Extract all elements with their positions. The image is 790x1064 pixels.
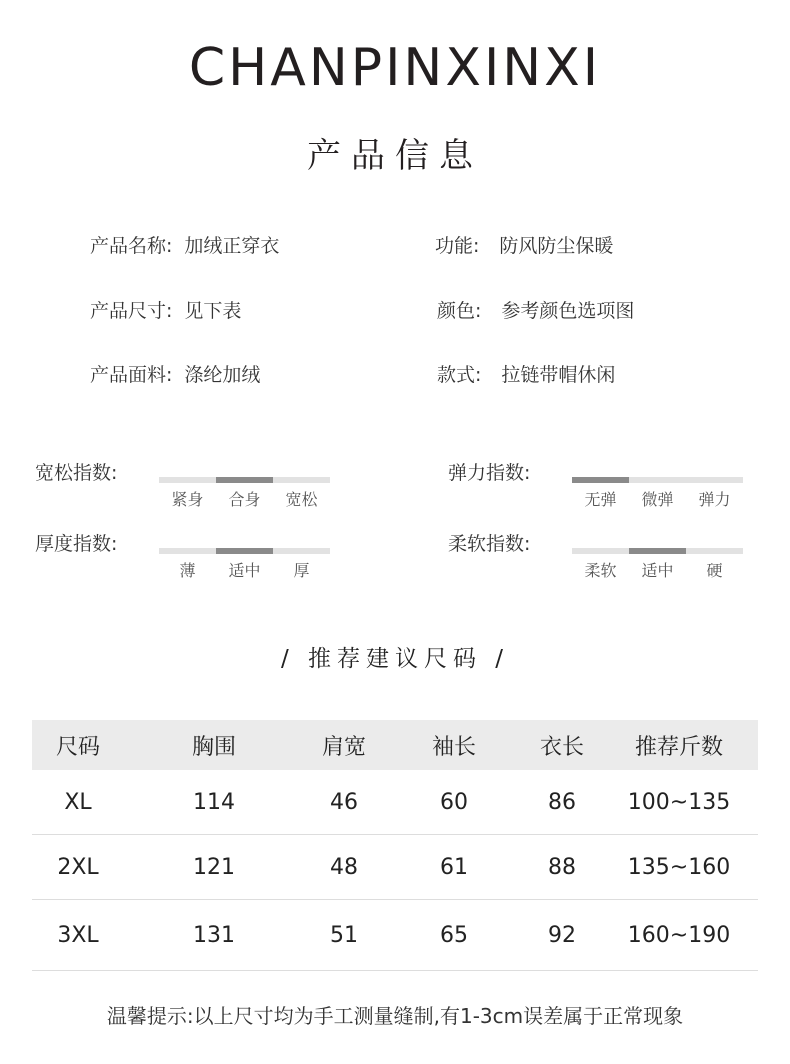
table-cell: 135~160	[627, 854, 731, 880]
index-bar-segment	[216, 548, 273, 554]
index-bar	[159, 477, 330, 483]
info-label: 产品面料:	[90, 364, 173, 386]
index-option: 柔软	[584, 561, 617, 580]
table-cell: 51	[330, 922, 358, 948]
index-option: 宽松	[285, 490, 318, 509]
index-option: 紧身	[171, 490, 204, 509]
index-option: 微弹	[641, 490, 674, 509]
page-title-cn: 产品信息	[307, 136, 483, 176]
index-bar-segment	[686, 548, 743, 554]
index-bar	[572, 548, 743, 554]
info-value: 拉链带帽休闲	[501, 364, 616, 386]
index-bar-segment	[159, 477, 216, 483]
size-table	[32, 720, 758, 971]
index-option: 厚	[293, 561, 310, 580]
table-header-cell: 袖长	[431, 734, 476, 760]
table-header-row	[32, 720, 758, 770]
index-label: 柔软指数:	[448, 533, 531, 555]
info-item-size	[90, 296, 241, 323]
info-value: 见下表	[184, 300, 242, 322]
index-bar-segment	[273, 477, 330, 483]
table-row	[32, 900, 758, 971]
table-cell: 60	[440, 789, 468, 815]
index-bar-segment	[159, 548, 216, 554]
info-item-function	[435, 231, 613, 258]
info-label: 款式:	[437, 364, 482, 386]
index-options	[159, 558, 330, 581]
index-bar-segment	[629, 548, 686, 554]
table-cell: 46	[330, 789, 358, 815]
index-looseness	[35, 458, 395, 518]
info-value: 参考颜色选项图	[501, 300, 635, 322]
index-options	[572, 558, 743, 581]
index-option: 无弹	[584, 490, 617, 509]
index-option: 适中	[641, 561, 674, 580]
page-title-en: CHANPINXINXI	[188, 38, 602, 98]
index-bar-segment	[629, 477, 686, 483]
table-cell: 65	[440, 922, 468, 948]
recommend-size-title: / 推荐建议尺码 /	[280, 646, 510, 672]
table-cell: 48	[330, 854, 358, 880]
table-cell: 61	[440, 854, 468, 880]
index-label: 厚度指数:	[35, 533, 118, 555]
index-label: 弹力指数:	[448, 462, 531, 484]
info-label: 产品名称:	[90, 235, 173, 257]
index-option: 薄	[179, 561, 196, 580]
info-item-style	[437, 360, 615, 387]
index-bar-segment	[216, 477, 273, 483]
index-elasticity	[448, 458, 790, 518]
index-bar-segment	[572, 477, 629, 483]
index-bar-segment	[686, 477, 743, 483]
table-row	[32, 835, 758, 900]
table-cell: 160~190	[627, 922, 731, 948]
table-header-cell: 胸围	[191, 734, 236, 760]
table-header-cell: 衣长	[539, 734, 584, 760]
table-cell: 131	[193, 922, 235, 948]
index-option: 适中	[228, 561, 261, 580]
table-cell: XL	[64, 789, 92, 815]
index-softness	[448, 529, 790, 589]
index-bar	[159, 548, 330, 554]
info-label: 颜色:	[437, 300, 482, 322]
index-bar-segment	[572, 548, 629, 554]
table-header-cell: 肩宽	[321, 734, 366, 760]
table-header-cell: 推荐斤数	[634, 734, 723, 760]
tip-note: 温馨提示:以上尺寸均为手工测量缝制,有1-3cm误差属于正常现象	[106, 1004, 684, 1028]
info-value: 防风防尘保暖	[499, 235, 614, 257]
info-item-name	[90, 231, 279, 258]
index-option: 合身	[228, 490, 261, 509]
info-value: 涤纶加绒	[184, 364, 261, 386]
info-item-fabric	[90, 360, 260, 387]
index-thickness	[35, 529, 395, 589]
index-bar-segment	[273, 548, 330, 554]
index-label: 宽松指数:	[35, 462, 118, 484]
index-bar	[572, 477, 743, 483]
table-cell: 86	[548, 789, 576, 815]
info-item-color	[437, 296, 634, 323]
table-row	[32, 770, 758, 835]
index-option: 硬	[706, 561, 723, 580]
table-cell: 100~135	[627, 789, 731, 815]
info-value: 加绒正穿衣	[184, 235, 280, 257]
table-cell: 88	[548, 854, 576, 880]
table-cell: 121	[193, 854, 235, 880]
table-cell: 3XL	[57, 922, 99, 948]
index-options	[572, 487, 743, 510]
table-header-cell: 尺码	[55, 734, 100, 760]
index-option: 弹力	[698, 490, 731, 509]
info-label: 产品尺寸:	[90, 300, 173, 322]
table-cell: 2XL	[57, 854, 99, 880]
info-label: 功能:	[435, 235, 480, 257]
table-cell: 114	[193, 789, 235, 815]
table-cell: 92	[548, 922, 576, 948]
index-options	[159, 487, 330, 510]
